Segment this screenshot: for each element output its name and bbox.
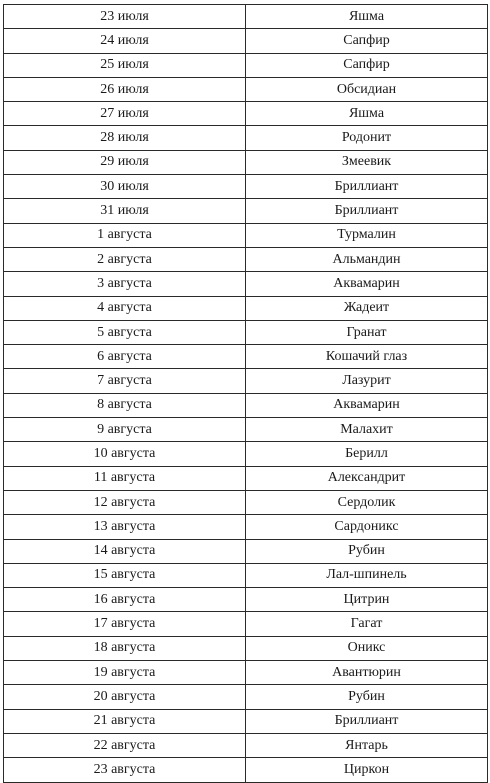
stone-cell: Змеевик	[246, 150, 488, 174]
date-cell: 14 августа	[4, 539, 246, 563]
date-cell: 5 августа	[4, 320, 246, 344]
date-cell: 9 августа	[4, 418, 246, 442]
table-row	[4, 539, 488, 563]
stone-cell: Берилл	[246, 442, 488, 466]
table-row	[4, 5, 488, 29]
stone-cell: Яшма	[246, 102, 488, 126]
table-row	[4, 369, 488, 393]
stone-cell: Авантюрин	[246, 661, 488, 685]
table-body	[4, 5, 488, 783]
table-row	[4, 272, 488, 296]
date-cell: 8 августа	[4, 393, 246, 417]
date-cell: 12 августа	[4, 490, 246, 514]
table-row	[4, 126, 488, 150]
stone-cell: Бриллиант	[246, 709, 488, 733]
table-row	[4, 661, 488, 685]
table-row	[4, 685, 488, 709]
date-cell: 10 августа	[4, 442, 246, 466]
table-row	[4, 29, 488, 53]
date-cell: 30 июля	[4, 175, 246, 199]
date-cell: 2 августа	[4, 247, 246, 271]
stone-cell: Альмандин	[246, 247, 488, 271]
date-cell: 16 августа	[4, 588, 246, 612]
table-row	[4, 320, 488, 344]
table-row	[4, 588, 488, 612]
stone-cell: Гагат	[246, 612, 488, 636]
date-cell: 23 августа	[4, 758, 246, 782]
date-cell: 17 августа	[4, 612, 246, 636]
stone-cell: Бриллиант	[246, 175, 488, 199]
table-row	[4, 296, 488, 320]
stone-cell: Янтарь	[246, 733, 488, 757]
stone-cell: Циркон	[246, 758, 488, 782]
stone-cell: Александрит	[246, 466, 488, 490]
table-row	[4, 442, 488, 466]
date-cell: 11 августа	[4, 466, 246, 490]
stone-cell: Гранат	[246, 320, 488, 344]
date-cell: 20 августа	[4, 685, 246, 709]
table-row	[4, 636, 488, 660]
table-row	[4, 490, 488, 514]
date-cell: 18 августа	[4, 636, 246, 660]
date-cell: 28 июля	[4, 126, 246, 150]
date-cell: 7 августа	[4, 369, 246, 393]
table-row	[4, 418, 488, 442]
date-cell: 29 июля	[4, 150, 246, 174]
date-cell: 13 августа	[4, 515, 246, 539]
stone-cell: Цитрин	[246, 588, 488, 612]
table-row	[4, 199, 488, 223]
stone-cell: Кошачий глаз	[246, 345, 488, 369]
date-cell: 23 июля	[4, 5, 246, 29]
date-cell: 25 июля	[4, 53, 246, 77]
stone-cell: Лал-шпинель	[246, 563, 488, 587]
table-row	[4, 223, 488, 247]
date-cell: 24 июля	[4, 29, 246, 53]
table-row	[4, 53, 488, 77]
stone-cell: Бриллиант	[246, 199, 488, 223]
table-row	[4, 345, 488, 369]
stone-cell: Сапфир	[246, 53, 488, 77]
table-row	[4, 563, 488, 587]
table-row	[4, 612, 488, 636]
stone-cell: Рубин	[246, 685, 488, 709]
table-row	[4, 77, 488, 101]
stone-cell: Обсидиан	[246, 77, 488, 101]
stone-cell: Родонит	[246, 126, 488, 150]
date-cell: 1 августа	[4, 223, 246, 247]
date-cell: 6 августа	[4, 345, 246, 369]
stone-cell: Сердолик	[246, 490, 488, 514]
stone-cell: Аквамарин	[246, 393, 488, 417]
stone-cell: Жадеит	[246, 296, 488, 320]
stone-cell: Сардоникс	[246, 515, 488, 539]
stone-cell: Лазурит	[246, 369, 488, 393]
stone-cell: Аквамарин	[246, 272, 488, 296]
table-row	[4, 175, 488, 199]
table-row	[4, 393, 488, 417]
stone-cell: Яшма	[246, 5, 488, 29]
date-cell: 26 июля	[4, 77, 246, 101]
date-cell: 22 августа	[4, 733, 246, 757]
stone-cell: Рубин	[246, 539, 488, 563]
table-row	[4, 733, 488, 757]
date-cell: 27 июля	[4, 102, 246, 126]
date-cell: 3 августа	[4, 272, 246, 296]
table-row	[4, 709, 488, 733]
table-row	[4, 758, 488, 782]
table-row	[4, 150, 488, 174]
table-row	[4, 247, 488, 271]
date-cell: 4 августа	[4, 296, 246, 320]
date-cell: 19 августа	[4, 661, 246, 685]
table-row	[4, 102, 488, 126]
table-row	[4, 466, 488, 490]
birthstone-table	[3, 4, 488, 783]
stone-cell: Сапфир	[246, 29, 488, 53]
stone-cell: Турмалин	[246, 223, 488, 247]
stone-cell: Малахит	[246, 418, 488, 442]
date-cell: 15 августа	[4, 563, 246, 587]
table-row	[4, 515, 488, 539]
date-cell: 31 июля	[4, 199, 246, 223]
date-cell: 21 августа	[4, 709, 246, 733]
stone-cell: Оникс	[246, 636, 488, 660]
